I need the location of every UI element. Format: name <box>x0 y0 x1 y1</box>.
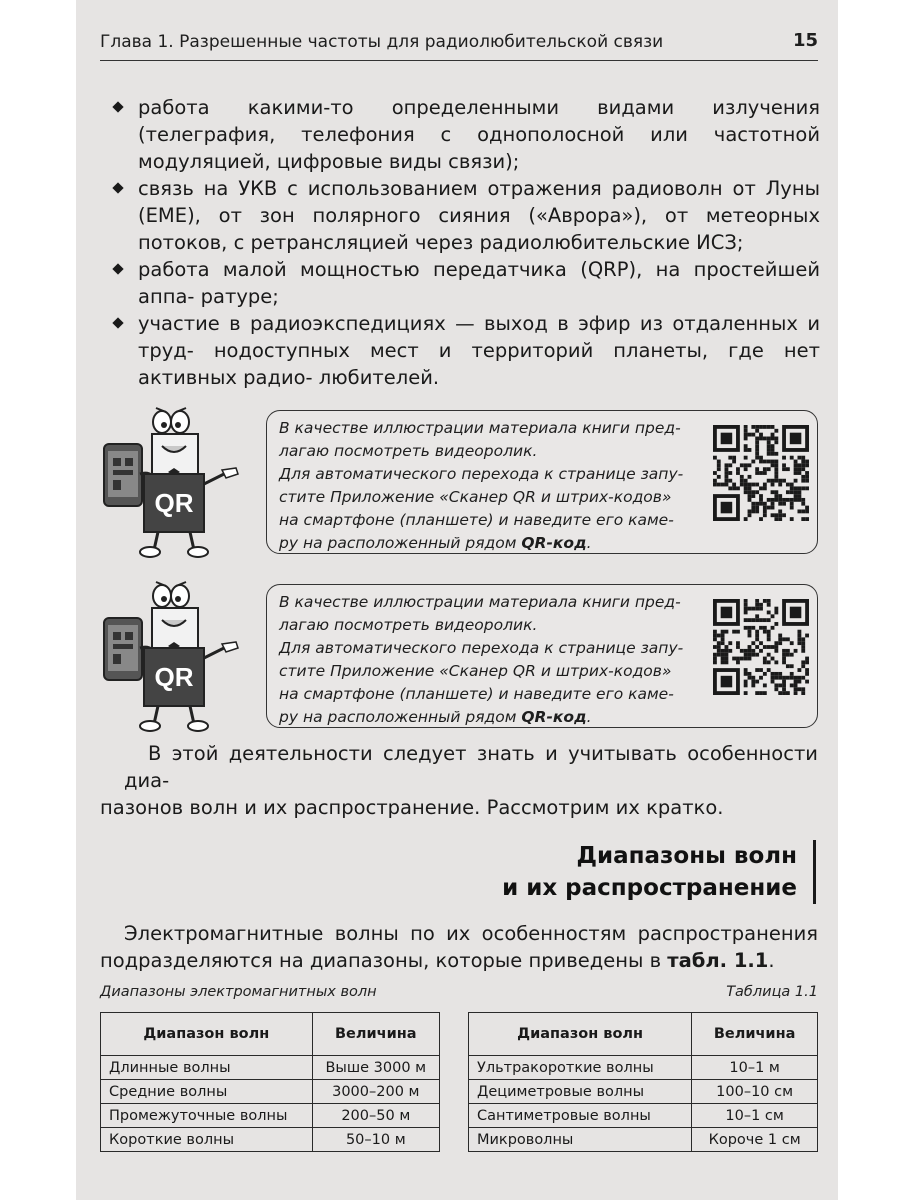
table-row: Длинные волны Выше 3000 м <box>101 1056 440 1080</box>
qr-mascot-icon <box>100 404 260 560</box>
table-row: Сантиметровые волны 10–1 см <box>469 1104 818 1128</box>
table-header-row <box>101 1013 440 1056</box>
table-caption: Диапазоны электромагнитных волн <box>100 984 377 1000</box>
table-row: Короткие волны 50–10 м <box>101 1128 440 1152</box>
mascot-label: QR <box>154 662 194 692</box>
video-info-box <box>100 578 820 734</box>
callout-box <box>266 584 818 728</box>
table-header-row <box>469 1013 818 1056</box>
qr-code-icon[interactable] <box>713 599 809 695</box>
bullet-diamond-icon <box>112 263 123 274</box>
table-row: Средние волны 3000–200 м <box>101 1080 440 1104</box>
list-item: работа малой мощностью передатчика (QRP), на простейшей аппа- ратуре; <box>114 256 820 310</box>
table-row: Дециметровые волны 100–10 см <box>469 1080 818 1104</box>
qr-code-icon[interactable] <box>713 425 809 521</box>
mascot-label: QR <box>154 488 194 518</box>
page-number: 15 <box>792 30 818 51</box>
column-header: Величина <box>692 1013 818 1056</box>
list-item: работа какими-то определенными видами излучения (телеграфия, телефония с однополосной или частотной модуляцией, цифровые виды связи); <box>114 94 820 175</box>
bullet-list <box>114 94 820 391</box>
wave-bands-table-right <box>468 1012 818 1152</box>
column-header: Величина <box>312 1013 439 1056</box>
qr-mascot-icon <box>100 578 260 734</box>
callout-text: В качестве иллюстрации материала книги пред- лагаю посмотреть видеоролик. Для автоматического перехода к странице запу- стите Приложение «Сканер QR и штрих-кодов» на смартфоне (планшете) и наведите его каме- ру на расположенный рядом QR-код. <box>279 419 684 552</box>
column-header: Диапазон волн <box>101 1013 313 1056</box>
bullet-diamond-icon <box>112 101 123 112</box>
callout-box <box>266 410 818 554</box>
video-info-box <box>100 404 820 560</box>
section-heading: Диапазоны волн и их распространение <box>397 840 816 904</box>
paragraph: В этой деятельности следует знать и учитывать особенности диа- пазонов волн и их распространение. Рассмотрим их кратко. <box>100 742 818 819</box>
table-row: Микроволны Короче 1 см <box>469 1128 818 1152</box>
callout-text: В качестве иллюстрации материала книги пред- лагаю посмотреть видеоролик. Для автоматического перехода к странице запу- стите Приложение «Сканер QR и штрих-кодов» на смартфоне (планшете) и наведите его каме- ру на расположенный рядом QR-код. <box>279 593 684 726</box>
book-page <box>76 0 838 1200</box>
table-row: Промежуточные волны 200–50 м <box>101 1104 440 1128</box>
wave-bands-table-left <box>100 1012 440 1152</box>
table-label: Таблица 1.1 <box>726 984 818 1000</box>
paragraph: Электромагнитные волны по их особенностям распространения подразделяются на диапазоны, которые приведены в табл. 1.1. <box>100 922 818 972</box>
running-header <box>100 30 818 61</box>
bullet-diamond-icon <box>112 317 123 328</box>
table-row: Ультракороткие волны 10–1 м <box>469 1056 818 1080</box>
column-header: Диапазон волн <box>469 1013 692 1056</box>
list-item: участие в радиоэкспедициях — выход в эфир из отдаленных и труд- нодоступных мест и территорий планеты, где нет активных радио- любителей. <box>114 310 820 391</box>
list-item: связь на УКВ с использованием отражения радиоволн от Луны (EME), от зон полярного сияния («Аврора»), от метеорных потоков, с ретрансляцией через радиолюбительские ИСЗ; <box>114 175 820 256</box>
bullet-diamond-icon <box>112 182 123 193</box>
chapter-title: Глава 1. Разрешенные частоты для радиолюбительской связи <box>100 32 664 52</box>
